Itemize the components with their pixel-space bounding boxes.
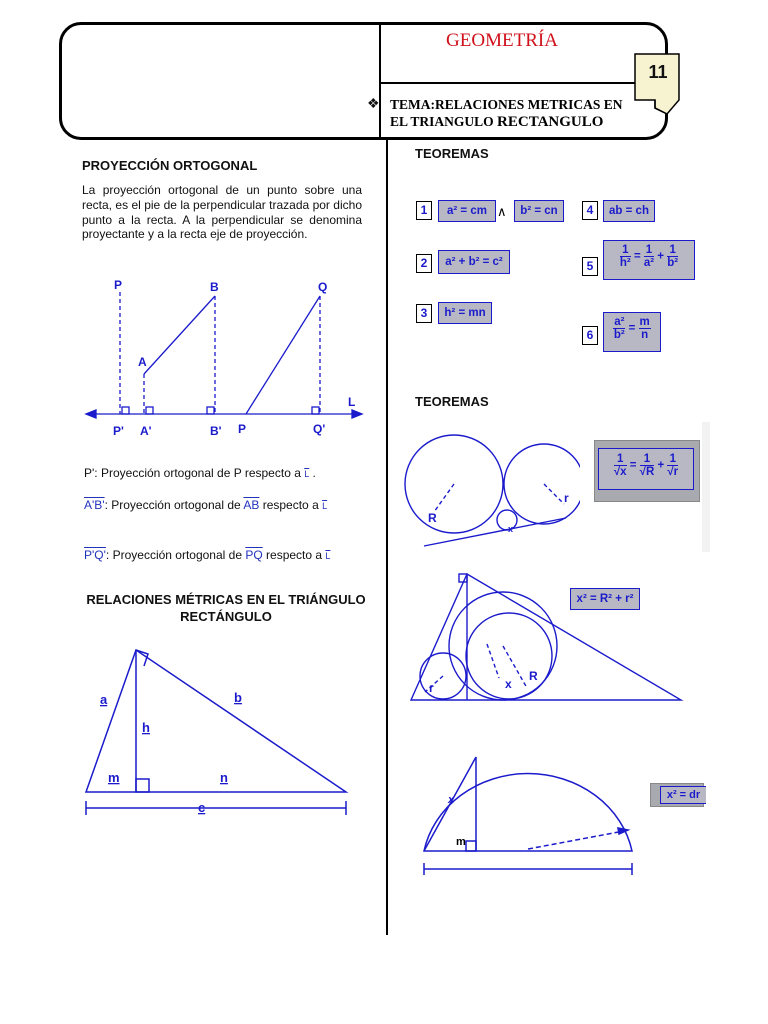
projection-statement xyxy=(84,466,316,480)
projection-statement xyxy=(84,498,327,512)
denominator: h² xyxy=(619,257,631,269)
formula-box: x² = R² + r² xyxy=(570,588,640,610)
radius-label: x xyxy=(505,677,512,691)
fraction xyxy=(640,453,655,478)
side-label: m xyxy=(108,770,120,785)
page-number: 11 xyxy=(648,62,668,82)
topic-text: EL TRIANGULO xyxy=(390,114,498,129)
numerator: 1 xyxy=(667,453,678,466)
radius-label: x xyxy=(508,524,514,534)
point-label: P xyxy=(238,422,247,436)
header-divider xyxy=(379,22,381,140)
projection-statement xyxy=(84,548,330,562)
topic-title xyxy=(390,96,652,131)
denominator: √r xyxy=(667,466,679,478)
point-label: Q' xyxy=(313,422,326,436)
point-label: Q xyxy=(318,280,328,294)
projection-text: respecto a xyxy=(262,548,326,562)
formula-box: ab = ch xyxy=(603,200,655,222)
segment-label: m xyxy=(456,836,466,848)
numerator: 1 xyxy=(640,453,655,466)
projection-text: respecto a xyxy=(259,498,323,512)
right-triangle-figure xyxy=(80,640,365,840)
line-ref: $\overline{L}$ xyxy=(325,551,331,561)
topic-line: TEMA:RELACIONES METRICAS EN xyxy=(390,97,623,112)
radius-label: r xyxy=(429,681,434,695)
denominator: √x xyxy=(613,466,627,478)
numerator: m xyxy=(639,316,650,328)
definition-paragraph: La proyección ortogonal de un punto sobre una recta, es el pie de la perpendicular trazada por dicho punto a la recta. A la perpendicular se denomina proyectante y a la recta eje de proyección. xyxy=(82,183,362,242)
theorem-number: 6 xyxy=(582,326,598,345)
theorem-number: 3 xyxy=(416,304,432,323)
projection-symbol: P' xyxy=(84,466,95,480)
formula-box: h² = mn xyxy=(438,302,492,324)
numerator: a² xyxy=(614,316,625,328)
numerator: 1 xyxy=(620,244,631,257)
topic-text-bold: RECTANGULO xyxy=(497,114,604,130)
fraction xyxy=(644,244,654,269)
line-ref: $\overline{L}$ xyxy=(304,469,310,479)
formula-box: $\frac{1}{\text{h²}}$ = $\frac{1}{\text{a²}}$ + $\frac{1}{\text{b²}}$ xyxy=(603,240,695,280)
section-title: TEOREMAS xyxy=(415,146,489,161)
subject-title: GEOMETRÍA xyxy=(446,30,558,51)
formula-box: x² = dr xyxy=(660,786,706,804)
point-label: P xyxy=(114,278,123,292)
fraction xyxy=(639,316,651,341)
projection-text: : Proyección ortogonal de xyxy=(105,548,246,562)
radius-label: R xyxy=(428,511,437,525)
side-label: c xyxy=(198,800,206,815)
formula-box: a² = cm xyxy=(438,200,496,222)
tangent-circles-figure xyxy=(400,420,580,555)
side-label: b xyxy=(234,690,242,705)
projection-figure xyxy=(80,278,370,438)
denominator: √R xyxy=(639,466,655,478)
semicircle-figure xyxy=(418,745,640,880)
formula-box: a² + b² = c² xyxy=(438,250,510,274)
point-label: B' xyxy=(210,424,222,438)
side-label: n xyxy=(220,770,228,785)
point-label: P' xyxy=(113,424,124,438)
fraction xyxy=(614,453,627,478)
projection-symbol: P'Q' xyxy=(84,548,106,562)
point-label: B xyxy=(210,280,219,294)
theorem-number: 4 xyxy=(582,201,598,220)
theorem-number: 5 xyxy=(582,257,598,276)
point-label: L xyxy=(348,395,356,409)
page-edge xyxy=(702,422,710,552)
section-title: PROYECCIÓN ORTOGONAL xyxy=(82,158,258,173)
projection-text: . xyxy=(309,466,316,480)
numerator: 1 xyxy=(614,453,627,466)
denominator: a² xyxy=(643,257,655,269)
fraction xyxy=(667,244,678,269)
numerator: 1 xyxy=(667,244,678,257)
side-label: a xyxy=(100,692,108,707)
point-label: A xyxy=(138,355,147,369)
side-label: h xyxy=(142,720,150,735)
radius-label: R xyxy=(529,669,538,683)
fraction xyxy=(613,316,625,341)
column-divider xyxy=(386,140,388,935)
section-title xyxy=(86,591,366,625)
fraction xyxy=(620,244,631,269)
radius-label: r xyxy=(564,491,569,505)
formula-box: b² = cn xyxy=(514,200,564,222)
numerator: 1 xyxy=(645,244,653,256)
segment-ref: $\overline{PQ}$ xyxy=(245,548,263,562)
bullet-icon: ❖ xyxy=(367,95,380,111)
segment-ref: $\overline{AB}$ xyxy=(243,498,260,512)
theorem-number: 1 xyxy=(416,201,432,220)
point-label: A' xyxy=(140,424,152,438)
section-title-line: RELACIONES MÉTRICAS EN EL TRIÁNGULO xyxy=(86,592,366,607)
formula-box: $\frac{1}{√x}$ = $\frac{1}{√R}$ + $\frac{1}{√r}$ xyxy=(598,448,694,490)
header-divider xyxy=(379,82,668,84)
projection-text: : Proyección ortogonal de P respecto a xyxy=(94,466,305,480)
projection-text: : Proyección ortogonal de xyxy=(104,498,244,512)
segment-label: x xyxy=(448,794,455,806)
inscribed-circles-figure xyxy=(405,568,690,708)
and-symbol: ∧ xyxy=(497,204,507,219)
theorem-number: 2 xyxy=(416,254,432,273)
line-ref: $\overline{L}$ xyxy=(322,501,328,511)
denominator: b² xyxy=(613,329,625,341)
projection-symbol: A'B' xyxy=(84,498,105,512)
denominator: b² xyxy=(667,257,679,269)
section-title-line: RECTÁNGULO xyxy=(180,609,272,624)
section-title: TEOREMAS xyxy=(415,394,489,409)
topic-line xyxy=(390,113,652,131)
denominator: n xyxy=(641,329,649,341)
formula-box: $\frac{\text{a²}}{\text{b²}}$ = $\frac{m}{n}$ xyxy=(603,312,661,352)
fraction xyxy=(667,453,678,478)
